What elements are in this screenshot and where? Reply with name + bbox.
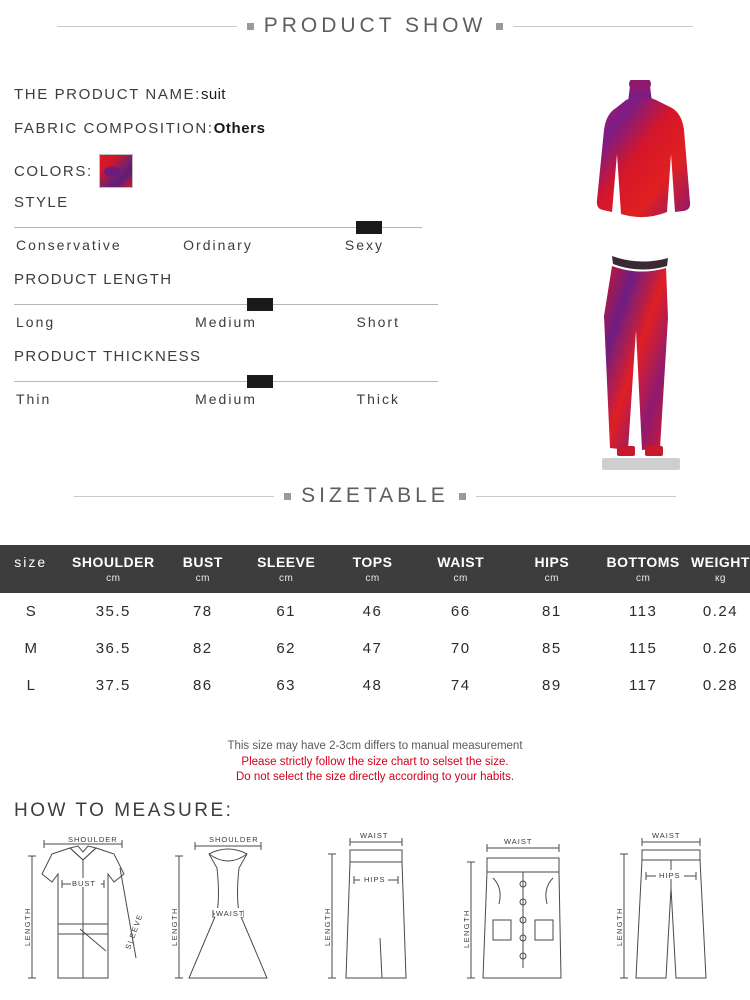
scale-style-option-1: Ordinary [183,237,253,253]
size-table-wrapper [0,545,750,704]
figure-skirt-label-waist: WAIST [360,831,389,840]
product-name-label: THE PRODUCT NAME: [14,86,201,103]
table-row [0,593,750,630]
figure-dress [155,828,301,1000]
figure-pants-label-hips: HIPS [659,871,681,880]
sizetable-square-right [459,493,466,500]
unit-bust: cm [165,571,240,593]
cell-weight-m: 0.26 [702,640,739,657]
col-header-weight: WEIGHT [691,545,750,571]
note-measurement-tolerance: This size may have 2-3cm differs to manual measurement [227,740,523,752]
cell-sleeve-l: 63 [276,677,297,694]
cell-tops-m: 47 [362,640,383,657]
cell-waist-s: 66 [450,603,471,620]
unit-bottoms: cm [595,571,691,593]
sizetable-rule-left [74,496,274,497]
note-follow-chart: Please strictly follow the size chart to selset the size. [241,756,509,768]
cell-waist-m: 70 [450,640,471,657]
product-show-title: PRODUCT SHOW [263,14,487,37]
cell-tops-l: 48 [362,677,383,694]
figure-pants-label-waist: WAIST [652,831,681,840]
figure-skirt-label-hips: HIPS [364,875,386,884]
cell-sleeve-s: 61 [276,603,297,620]
scale-length-labels [14,314,438,330]
cell-weight-l: 0.28 [702,677,739,694]
sizetable-title: SIZETABLE [301,484,449,507]
colors-row [14,154,454,188]
scale-length-option-0: Long [16,314,56,330]
col-header-bottoms: BOTTOMS [595,545,691,571]
scale-style-labels [14,237,422,253]
color-swatch[interactable] [99,154,133,188]
scale-thickness-title: PRODUCT THICKNESS [14,348,202,365]
sizetable-square-left [284,493,291,500]
how-to-measure-title: HOW TO MEASURE: [14,800,234,821]
scale-style [14,194,422,253]
scale-style-title: STYLE [14,194,69,211]
cell-waist-l: 74 [450,677,471,694]
header-rule-left [57,26,237,27]
figure-dress-label-shoulder: SHOULDER [209,835,259,844]
unit-shoulder: cm [61,571,165,593]
size-table-header-row [0,545,750,571]
figure-dress-label-length: LENGTH [170,907,179,946]
size-table-units-row [0,571,750,593]
cell-bust-s: 78 [192,603,213,620]
size-table-head [0,545,750,593]
note-not-habits: Do not select the size directly according to your habits. [235,771,515,783]
scale-length [14,271,438,330]
cell-tops-s: 46 [362,603,383,620]
unit-tops: cm [332,571,413,593]
scale-length-option-1: Medium [195,314,257,330]
figure-shorts-label-length: LENGTH [462,909,471,948]
fabric-label: FABRIC COMPOSITION: [14,120,214,137]
col-header-tops: TOPS [332,545,413,571]
product-name-value: suit [200,86,226,103]
cell-bottoms-s: 113 [628,603,658,620]
cell-hips-l: 89 [541,677,562,694]
size-table [0,545,750,704]
unit-sleeve: cm [240,571,331,593]
product-info [14,86,454,407]
product-show-header [0,0,750,38]
cell-hips-m: 85 [541,640,562,657]
size-table-body [0,593,750,704]
scale-length-bar[interactable] [14,296,438,312]
cell-shoulder-l: 37.5 [95,677,131,694]
table-row [0,667,750,704]
figure-pants-label-length: LENGTH [615,907,624,946]
cell-weight-s: 0.24 [702,603,739,620]
figure-shirt [8,828,154,1000]
scale-thickness [14,348,438,407]
col-header-waist: WAIST [413,545,508,571]
cell-bust-l: 86 [192,677,213,694]
cell-shoulder-s: 35.5 [95,603,131,620]
product-name-line [14,86,454,103]
measure-figures [0,828,750,1000]
scale-thickness-bar[interactable] [14,373,438,389]
sizetable-header [0,484,750,508]
header-square-right [496,23,503,30]
model-photo [576,80,706,470]
scale-style-marker[interactable] [356,221,382,234]
figure-shorts-label-waist: WAIST [504,837,533,846]
fabric-line [14,120,454,137]
scale-length-option-2: Short [356,314,400,330]
figure-skirt-label-length: LENGTH [323,907,332,946]
scale-thickness-option-2: Thick [356,391,400,407]
figure-shirt-label-shoulder: SHOULDER [68,835,118,844]
model-stand [602,458,680,470]
scale-style-option-2: Sexy [344,237,384,253]
sizetable-rule-right [476,496,676,497]
figure-shorts [449,828,595,1000]
unit-hips: cm [508,571,595,593]
col-header-bust: BUST [165,545,240,571]
figure-shirt-label-length: LENGTH [23,907,32,946]
cell-hips-s: 81 [541,603,562,620]
header-rule-right [513,26,693,27]
scale-thickness-option-0: Thin [16,391,52,407]
fabric-value: Others [213,120,266,137]
cell-bottoms-l: 117 [628,677,658,694]
cell-size-l: L [26,677,35,694]
figure-skirt [302,828,448,1000]
figure-shirt-label-bust: BUST [72,879,97,888]
col-header-shoulder: SHOULDER [61,545,165,571]
unit-size [0,571,61,593]
scale-thickness-option-1: Medium [195,391,257,407]
unit-weight: кg [691,571,750,593]
scale-thickness-labels [14,391,438,407]
size-notes [0,740,750,785]
figure-shirt-label-sleeve: SLEEVE [123,912,145,951]
scale-thickness-line [14,381,438,382]
col-header-hips: HIPS [508,545,595,571]
col-header-size: size [0,545,61,571]
scale-style-bar[interactable] [14,219,422,235]
unit-waist: cm [413,571,508,593]
scale-style-option-0: Conservative [16,237,122,253]
cell-shoulder-m: 36.5 [95,640,131,657]
col-header-sleeve: SLEEVE [240,545,331,571]
cell-bust-m: 82 [192,640,213,657]
cell-size-m: M [24,640,37,657]
scale-thickness-marker[interactable] [247,375,273,388]
figure-dress-label-waist: WAIST [216,909,245,918]
model-illustration [582,80,700,458]
scale-length-line [14,304,438,305]
header-square-left [247,23,254,30]
table-row [0,630,750,667]
cell-size-s: S [25,603,36,620]
colors-label: COLORS: [14,162,93,180]
cell-sleeve-m: 62 [276,640,297,657]
cell-bottoms-m: 115 [628,640,658,657]
figure-pants [596,828,742,1000]
scale-length-title: PRODUCT LENGTH [14,271,173,288]
scale-length-marker[interactable] [247,298,273,311]
